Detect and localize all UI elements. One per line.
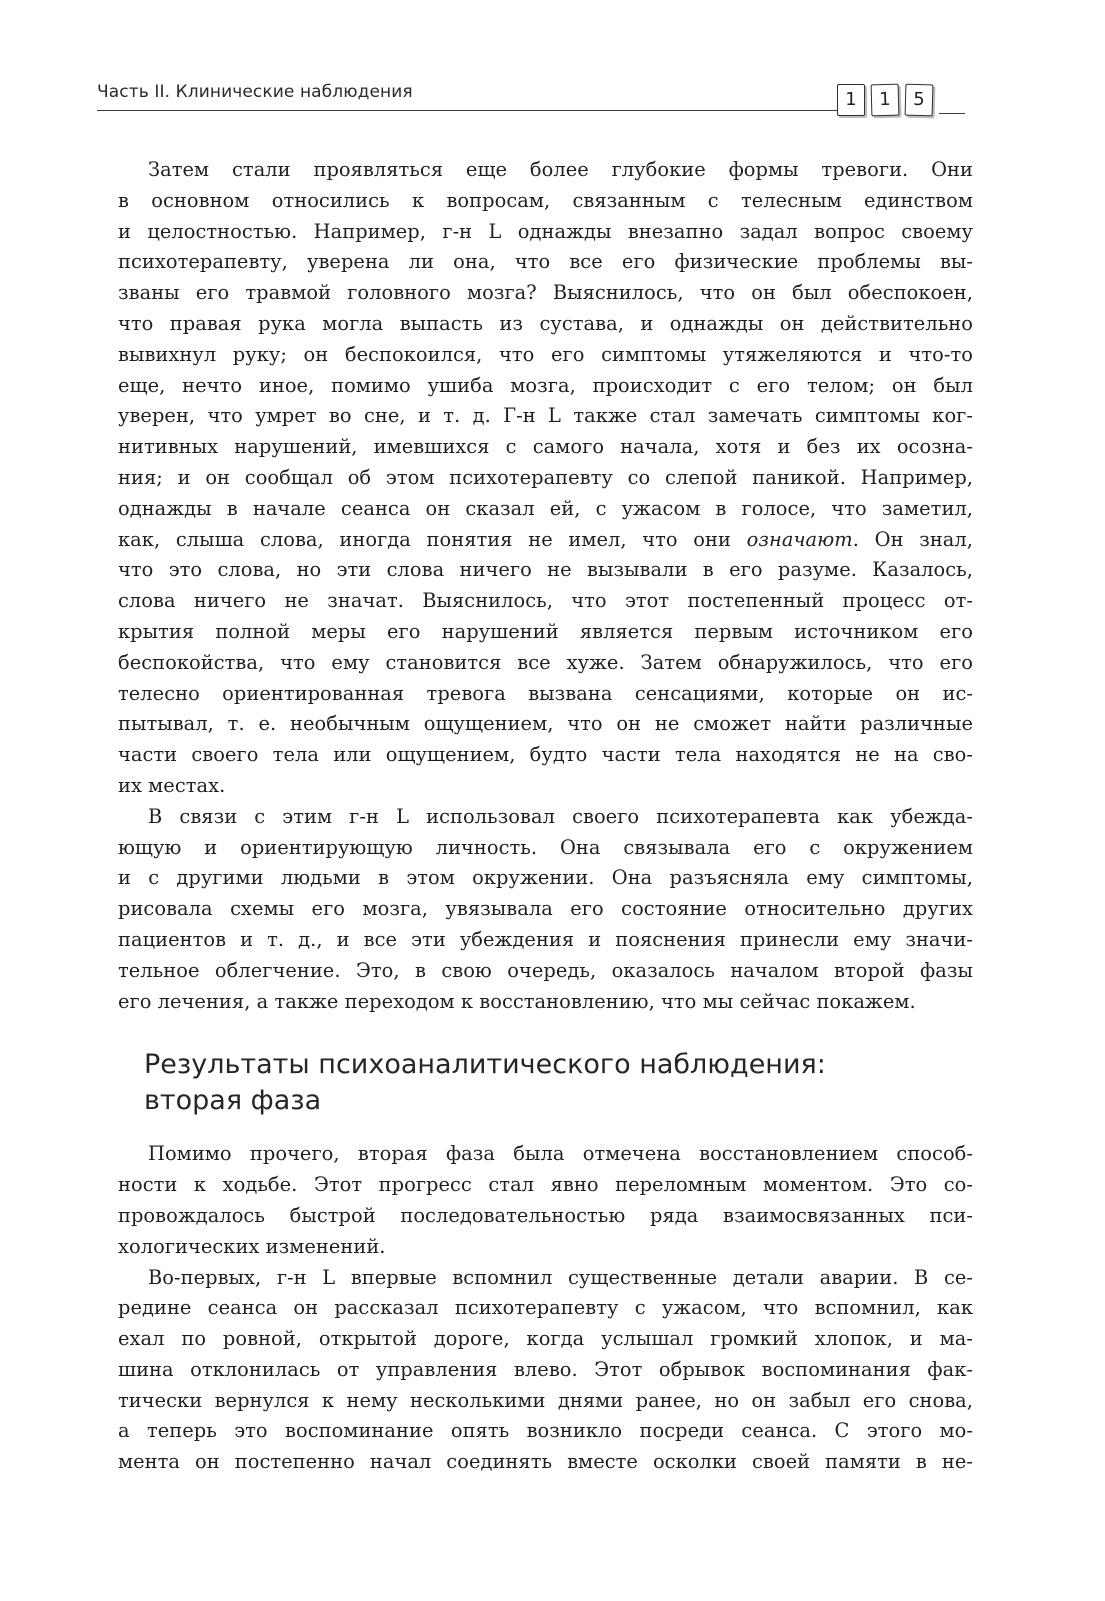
section-spacer <box>118 1017 973 1047</box>
text-line: телесно ориентированная тревога вызвана сенсациями, которые он ис- <box>118 681 973 705</box>
section-heading <box>118 1047 973 1119</box>
text-line: тически вернулся к нему несколькими днями ранее, но он забыл его снова, <box>118 1388 973 1412</box>
running-header <box>97 78 987 128</box>
section-spacer <box>118 1119 973 1139</box>
text-line: беспокойства, что ему становится все хуже. Затем обнаружилось, что его <box>118 650 973 674</box>
emphasized-word: означают <box>746 527 853 551</box>
text-line: ехал по ровной, открытой дороге, когда услышал громкий хлопок, и ма- <box>118 1327 973 1351</box>
text-line: что правая рука могла выпасть из сустава, и однажды он действительно <box>118 311 973 335</box>
header-section-title: Часть II. Клинические наблюдения <box>97 82 413 102</box>
paragraph <box>118 155 973 802</box>
text-line: провождалось быстрой последовательностью ряда взаимосвязанных пси- <box>118 1203 973 1227</box>
text-line: части своего тела или ощущением, будто части тела находятся не на сво- <box>118 743 973 767</box>
text-line: уверен, что умрет во сне, и т. д. Г-н L также стал замечать симптомы ког- <box>118 404 973 428</box>
page-number-digit: 1 <box>871 84 900 117</box>
text-line: их местах. <box>118 773 226 797</box>
header-rule-tail <box>939 113 965 114</box>
text-line: еще, нечто иное, помимо ушиба мозга, происходит с его телом; он был <box>118 373 973 397</box>
text-line: нитивных нарушений, имевшихся с самого начала, хотя и без их осозна- <box>118 435 973 459</box>
text-line: В связи с этим г-н L использовал своего психотерапевта как убежда- <box>148 804 973 828</box>
text-line: а теперь это воспоминание опять возникло посреди сеанса. С этого мо- <box>118 1419 973 1443</box>
text-line: званы его травмой головного мозга? Выяснилось, что он был обеспокоен, <box>118 281 973 305</box>
section-heading-line: Результаты психоаналитического наблюдения: <box>144 1049 826 1081</box>
text-line: в основном относились к вопросам, связанным с телесным единством <box>118 188 973 212</box>
text-line <box>118 525 973 556</box>
text-line: тельное облегчение. Это, в свою очередь, оказалось началом второй фазы <box>118 958 973 982</box>
paragraph <box>118 802 973 1018</box>
text-line: что это слова, но эти слова ничего не вызывали в его разуме. Казалось, <box>118 558 973 582</box>
text-line: и с другими людьми в этом окружении. Она разъясняла ему симптомы, <box>118 866 973 890</box>
text-line: ния; и он сообщал об этом психотерапевту со слепой паникой. Например, <box>118 465 973 489</box>
text-line: редине сеанса он рассказал психотерапевту с ужасом, что вспомнил, как <box>118 1296 973 1320</box>
text-segment: как, слыша слова, иногда понятия не имел, что они <box>118 527 747 551</box>
text-line: и целостностью. Например, г-н L однажды внезапно задал вопрос своему <box>118 219 973 243</box>
text-line: Помимо прочего, вторая фаза была отмечена восстановлением способ- <box>148 1142 973 1166</box>
page-number-digit: 1 <box>837 84 865 116</box>
text-line: его лечения, а также переходом к восстановлению, что мы сейчас покажем. <box>118 989 916 1013</box>
text-line: ющую и ориентирующую личность. Она связывала его с окружением <box>118 835 973 859</box>
header-rule <box>97 110 837 111</box>
text-segment: . Он знал, <box>852 527 973 551</box>
text-line: мента он постепенно начал соединять вместе осколки своей памяти в не- <box>118 1450 973 1474</box>
text-line: крытия полной меры его нарушений является первым источником его <box>118 619 973 643</box>
text-line: однажды в начале сеанса он сказал ей, с ужасом в голосе, что заметил, <box>118 496 973 520</box>
text-line: пытывал, т. е. необычным ощущением, что он не сможет найти различные <box>118 712 973 736</box>
text-line: ности к ходьбе. Этот прогресс стал явно переломным моментом. Это со- <box>118 1173 973 1197</box>
text-line: шина отклонилась от управления влево. Этот обрывок воспоминания фак- <box>118 1357 973 1381</box>
text-line: рисовала схемы его мозга, увязывала его состояние относительно других <box>118 897 973 921</box>
text-line: вывихнул руку; он беспокоился, что его симптомы утяжеляются и что-то <box>118 342 973 366</box>
text-line: пациентов и т. д., и все эти убеждения и пояснения принесли ему значи- <box>118 927 973 951</box>
paragraph <box>118 1263 973 1479</box>
section-heading-line: вторая фаза <box>144 1085 322 1117</box>
text-column <box>118 155 973 1478</box>
text-line: Во-первых, г-н L впервые вспомнил существенные детали аварии. В се- <box>148 1265 973 1289</box>
page-number <box>837 84 965 116</box>
text-line: хологических изменений. <box>118 1234 386 1258</box>
paragraph <box>118 1139 973 1262</box>
page-number-digit: 5 <box>905 84 934 117</box>
text-line: слова ничего не значат. Выяснилось, что этот постепенный процесс от- <box>118 589 973 613</box>
text-line: Затем стали проявляться еще более глубокие формы тревоги. Они <box>148 158 973 181</box>
text-line: психотерапевту, уверена ли она, что все его физические проблемы вы- <box>118 250 973 274</box>
